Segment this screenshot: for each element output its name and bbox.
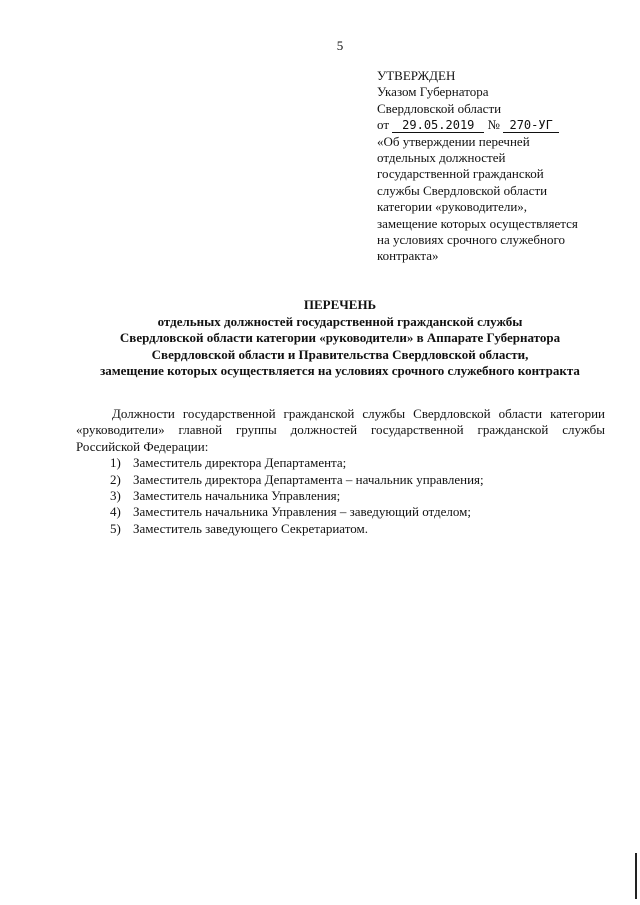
list-item-number: 4) bbox=[110, 504, 121, 520]
approval-number: 270-УГ bbox=[503, 119, 559, 133]
list-item bbox=[76, 488, 605, 504]
number-sign: № bbox=[487, 117, 500, 133]
approval-subject-line: службы Свердловской области bbox=[377, 182, 548, 198]
list-item bbox=[76, 521, 605, 537]
list-item-number: 3) bbox=[110, 488, 121, 504]
list-item bbox=[76, 504, 605, 520]
title-heading: ПЕРЕЧЕНЬ bbox=[303, 297, 377, 312]
list-item-number: 2) bbox=[110, 471, 121, 487]
page-number: 5 bbox=[336, 38, 344, 53]
approval-subject-line: на условиях срочного служебного bbox=[377, 232, 565, 248]
scan-edge-mark bbox=[635, 853, 637, 899]
approval-date-line bbox=[377, 117, 617, 133]
positions-list bbox=[76, 455, 605, 537]
list-item-number: 1) bbox=[110, 455, 121, 471]
title-line: Свердловской области категории «руководители» в Аппарате Губернатора bbox=[119, 330, 561, 346]
list-item-text: Заместитель начальника Управления; bbox=[133, 488, 341, 504]
title-line: отдельных должностей государственной гражданской службы bbox=[157, 313, 523, 329]
approval-subject-line: замещение которых осуществляется bbox=[377, 215, 578, 231]
list-item-text: Заместитель начальника Управления – заведующий отделом; bbox=[133, 504, 471, 520]
approval-date: 29.05.2019 bbox=[392, 119, 484, 133]
approval-subject-line: контракта» bbox=[377, 248, 439, 264]
list-item-number: 5) bbox=[110, 520, 121, 536]
document-title bbox=[60, 297, 620, 380]
date-prefix: от bbox=[377, 117, 390, 133]
approval-heading: УТВЕРЖДЕН bbox=[377, 68, 456, 83]
list-item-text: Заместитель заведующего Секретариатом. bbox=[133, 520, 368, 536]
list-item-text: Заместитель директора Департамента; bbox=[133, 455, 347, 471]
approval-block bbox=[377, 68, 617, 265]
list-item bbox=[76, 455, 605, 471]
list-item bbox=[76, 472, 605, 488]
title-line: Свердловской области и Правительства Свердловской области, bbox=[151, 346, 529, 362]
approval-line: Свердловской области bbox=[377, 100, 502, 116]
approval-subject-line: отдельных должностей bbox=[377, 150, 506, 166]
approval-subject-line: государственной гражданской bbox=[377, 166, 544, 182]
approval-subject-line: «Об утверждении перечней bbox=[377, 133, 530, 149]
title-line: замещение которых осуществляется на условиях срочного служебного контракта bbox=[100, 363, 580, 379]
intro-paragraph: Должности государственной гражданской службы Свердловской области категории «руководители» главной группы должностей государственной гражданской службы Российской Федерации: bbox=[76, 406, 605, 454]
approval-subject-line: категории «руководители», bbox=[377, 199, 528, 215]
list-item-text: Заместитель директора Департамента – начальник управления; bbox=[133, 471, 484, 487]
document-body bbox=[76, 406, 605, 537]
approval-line: Указом Губернатора bbox=[377, 84, 489, 100]
